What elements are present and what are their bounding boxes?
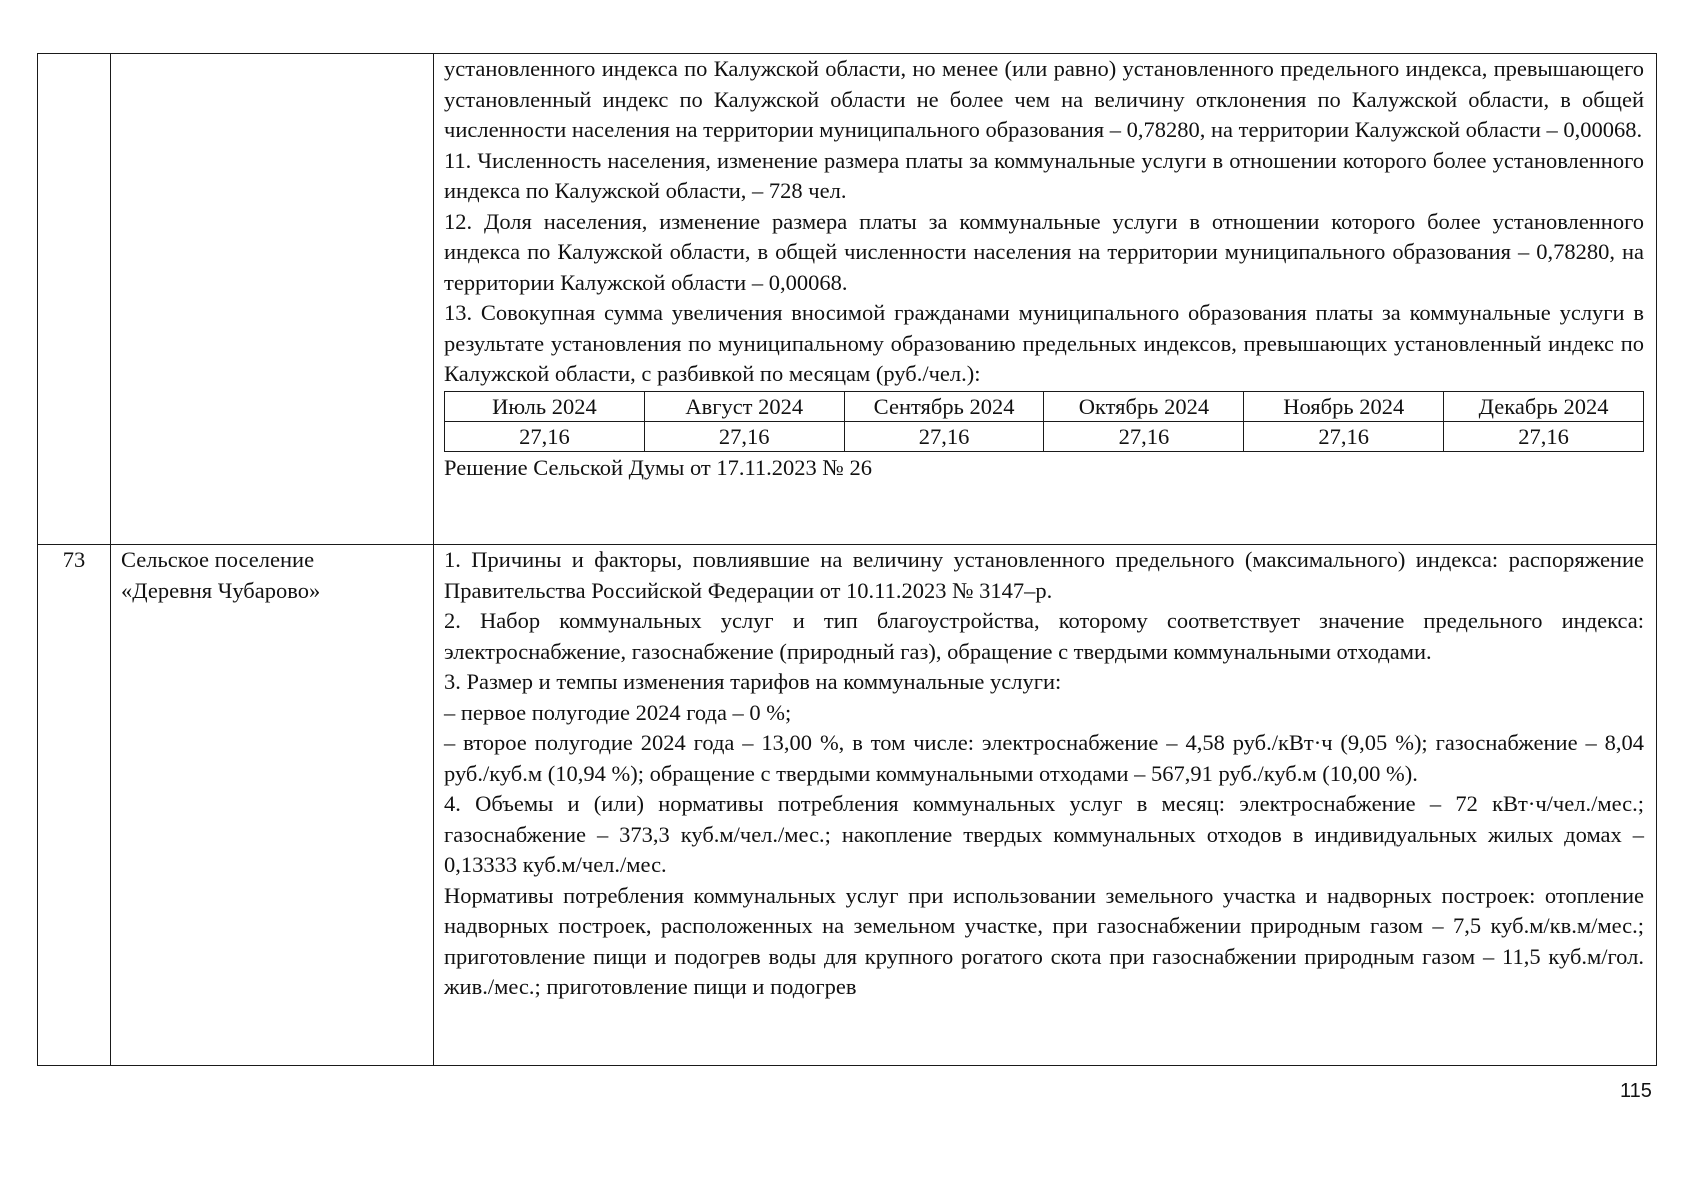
row-number-cell [38,54,111,545]
month-value: 27,16 [445,421,645,451]
paragraph: – первое полугодие 2024 года – 0 %; [444,699,792,725]
month-header: Сентябрь 2024 [844,391,1044,421]
paragraph: 12. Доля населения, изменение размера платы за коммунальные услуги в отношении которого более установленного индекса по Калужской области, в общей численности населения на территории муниципального образования – 0,78280, на территории Калужской области – 0,00068. [444,208,1644,295]
paragraph: 3. Размер и темпы изменения тарифов на коммунальные услуги: [444,669,1062,694]
document-table [37,53,1657,1066]
row-number-cell: 73 [38,545,111,1066]
month-value: 27,16 [1044,421,1244,451]
month-value: 27,16 [844,421,1044,451]
month-value: 27,16 [1244,421,1444,451]
settlement-name-line2: «Деревня Чубарово» [121,577,321,603]
row-name-cell [111,545,434,1066]
row-text-cell [434,545,1657,1066]
paragraph: – второе полугодие 2024 года – 13,00 %, в том числе: электроснабжение – 4,58 руб./кВт·ч (9,05 %); газоснабжение – 8,04 руб./куб.м (10,94 %); обращение с твердыми коммунальными отходами – 567,91 руб./куб.м (10,00 %). [444,730,1644,786]
month-header: Август 2024 [644,391,844,421]
decision-text: Решение Сельской Думы от 17.11.2023 № 26 [444,454,872,480]
month-header: Декабрь 2024 [1444,391,1644,421]
paragraph: 11. Численность населения, изменение размера платы за коммунальные услуги в отношении которого более установленного индекса по Калужской области, – 728 чел. [444,147,1644,203]
table-row-73 [38,545,1657,1066]
paragraph: 13. Совокупная сумма увеличения вносимой гражданами муниципального образования платы за коммунальные услуги в результате установления по муниципальному образованию предельных индексов, превышающих установленный индекс по Калужской области, с разбивкой по месяцам (руб./чел.): [444,300,1644,386]
month-value: 27,16 [1444,421,1644,451]
settlement-name-line1: Сельское поселение [121,547,315,572]
paragraph: установленного индекса по Калужской области, но менее (или равно) установленного предельного индекса, превышающего установленный индекс по Калужской области не более чем на величину отклонения по Калужской области, в общей численности населения на территории муниципального образования – 0,78280, на территории Калужской области – 0,00068. [444,56,1644,142]
month-value: 27,16 [644,421,844,451]
paragraph: 1. Причины и факторы, повлиявшие на величину установленного предельного (максимального) индекса: распоряжение Правительства Российской Федерации от 10.11.2023 № 3147–р. [444,547,1644,603]
paragraph: 2. Набор коммунальных услуг и тип благоустройства, которому соответствует значение предельного индекса: электроснабжение, газоснабжение (природный газ), обращение с твердыми коммунальными отходами. [444,608,1644,664]
paragraph: Нормативы потребления коммунальных услуг при использовании земельного участка и надворных построек: отопление надворных построек, расположенных на земельном участке, при газоснабжении природным газом – 7,5 куб.м/кв.м/мес.; приготовление пищи и подогрев воды для крупного рогатого скота при газоснабжении природным газом – 11,5 куб.м/гол. жив./мес.; приготовление пищи и подогрев [444,882,1644,999]
month-header: Октябрь 2024 [1044,391,1244,421]
month-header: Ноябрь 2024 [1244,391,1444,421]
month-value-row [445,421,1644,451]
table-row-continuation [38,54,1657,545]
page-number: 115 [1620,1080,1652,1102]
row-text-cell [434,54,1657,545]
month-header: Июль 2024 [445,391,645,421]
row-name-cell [111,54,434,545]
paragraph: 4. Объемы и (или) нормативы потребления коммунальных услуг в месяц: электроснабжение – 72 кВт·ч/чел./мес.; газоснабжение – 373,3 куб.м/чел./мес.; накопление твердых коммунальных отходов в индивидуальных жилых домах – 0,13333 куб.м/чел./мес. [444,791,1644,877]
month-header-row [445,391,1644,421]
monthly-amount-table [444,391,1644,452]
